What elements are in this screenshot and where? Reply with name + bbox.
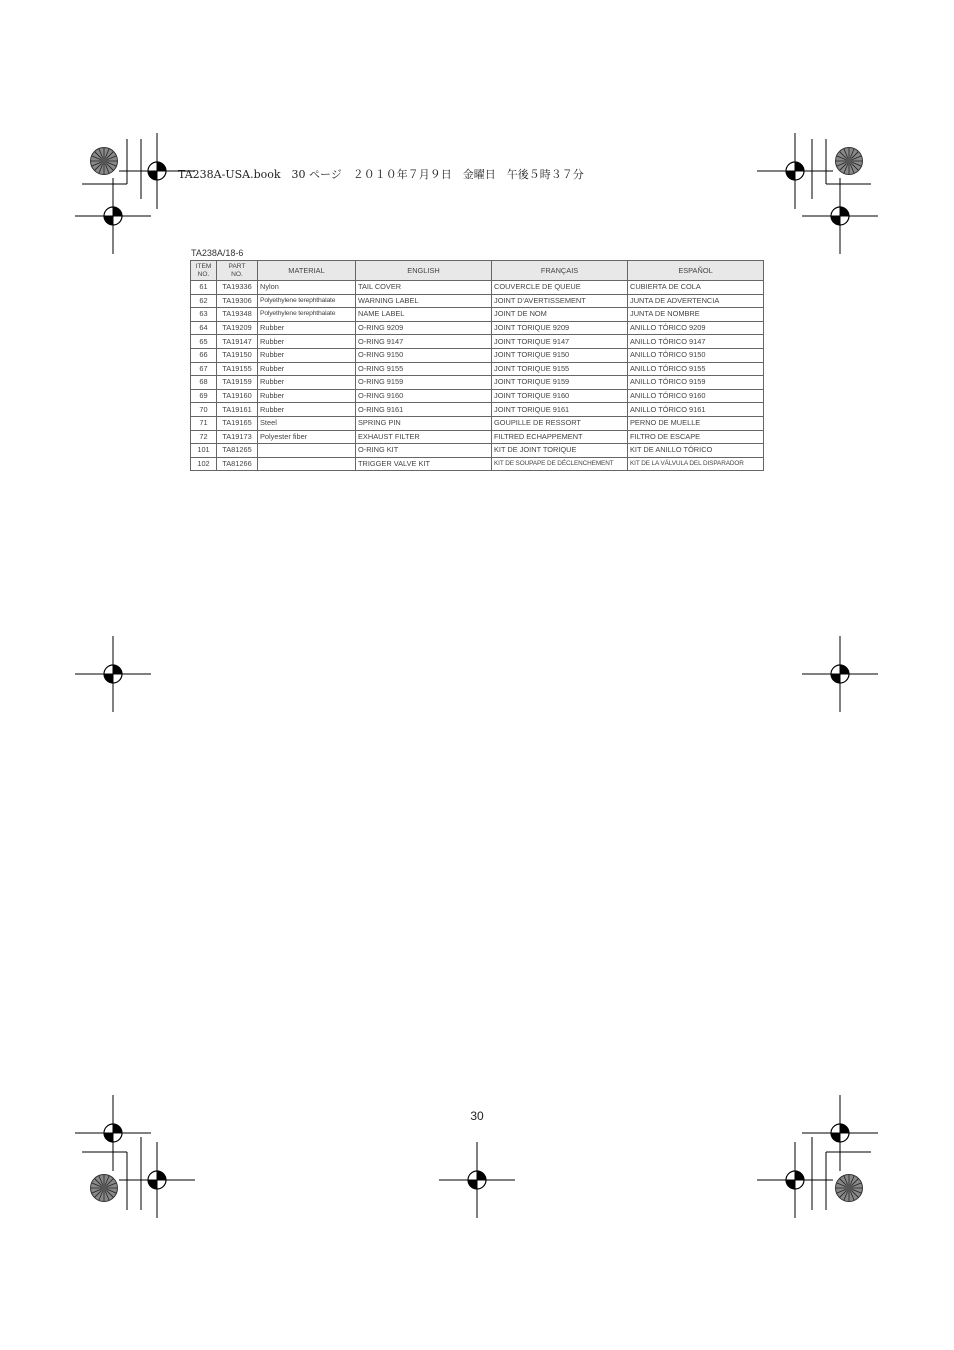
cell-espanol: FILTRO DE ESCAPE xyxy=(628,430,764,444)
registration-mark-icon xyxy=(75,1095,151,1171)
cell-material: Polyester fiber xyxy=(258,430,356,444)
cell-espanol: ANILLO TÓRICO 9147 xyxy=(628,335,764,349)
cell-francais: KIT DE JOINT TORIQUE xyxy=(492,444,628,458)
cell-material: Polyethylene terephthalate xyxy=(258,294,356,308)
cell-francais: JOINT TORIQUE 9159 xyxy=(492,376,628,390)
table-row xyxy=(191,403,764,417)
cell-francais: KIT DE SOUPAPE DE DÉCLENCHEMENT xyxy=(492,457,628,471)
table-row xyxy=(191,321,764,335)
cell-espanol: ANILLO TÓRICO 9209 xyxy=(628,321,764,335)
cell-item: 68 xyxy=(191,376,217,390)
registration-mark-icon xyxy=(75,178,151,254)
column-header-part-no: PART NO. xyxy=(217,261,258,281)
model-label: TA238A/18-6 xyxy=(191,248,244,258)
registration-mark-icon xyxy=(802,636,878,712)
table-row xyxy=(191,281,764,295)
table-row xyxy=(191,430,764,444)
cell-espanol: JUNTA DE ADVERTENCIA xyxy=(628,294,764,308)
cell-francais: JOINT TORIQUE 9209 xyxy=(492,321,628,335)
cell-part: TA19159 xyxy=(217,376,258,390)
registration-mark-icon xyxy=(439,1142,515,1218)
cell-item: 70 xyxy=(191,403,217,417)
cell-item: 63 xyxy=(191,308,217,322)
cell-item: 69 xyxy=(191,389,217,403)
table-row xyxy=(191,335,764,349)
column-header-english: ENGLISH xyxy=(356,261,492,281)
cell-item: 67 xyxy=(191,362,217,376)
color-target-icon xyxy=(836,148,863,175)
cell-part: TA19147 xyxy=(217,335,258,349)
cell-francais: JOINT D'AVERTISSEMENT xyxy=(492,294,628,308)
cell-part: TA19348 xyxy=(217,308,258,322)
table-row xyxy=(191,389,764,403)
registration-mark-icon xyxy=(757,133,833,209)
cell-part: TA81266 xyxy=(217,457,258,471)
color-target-icon xyxy=(91,148,118,175)
column-header-material: MATERIAL xyxy=(258,261,356,281)
cell-english: WARNING LABEL xyxy=(356,294,492,308)
cell-part: TA19165 xyxy=(217,416,258,430)
registration-mark-icon xyxy=(802,1095,878,1171)
cell-material xyxy=(258,444,356,458)
cell-item: 71 xyxy=(191,416,217,430)
cell-english: TAIL COVER xyxy=(356,281,492,295)
cell-part: TA19161 xyxy=(217,403,258,417)
table-row xyxy=(191,308,764,322)
parts-table xyxy=(190,260,764,471)
cell-item: 101 xyxy=(191,444,217,458)
table-row xyxy=(191,294,764,308)
cell-part: TA19155 xyxy=(217,362,258,376)
table-row xyxy=(191,457,764,471)
cell-espanol: ANILLO TÓRICO 9159 xyxy=(628,376,764,390)
cell-espanol: KIT DE LA VÁLVULA DEL DISPARADOR xyxy=(628,457,764,471)
cell-material: Polyethylene terephthalate xyxy=(258,308,356,322)
cell-espanol: ANILLO TÓRICO 9160 xyxy=(628,389,764,403)
cell-espanol: ANILLO TÓRICO 9155 xyxy=(628,362,764,376)
cell-francais: COUVERCLE DE QUEUE xyxy=(492,281,628,295)
table-row xyxy=(191,362,764,376)
cell-material xyxy=(258,457,356,471)
cell-item: 61 xyxy=(191,281,217,295)
cell-material: Steel xyxy=(258,416,356,430)
cell-english: O-RING 9209 xyxy=(356,321,492,335)
cell-espanol: PERNO DE MUELLE xyxy=(628,416,764,430)
cell-english: O-RING 9147 xyxy=(356,335,492,349)
table-row xyxy=(191,444,764,458)
cell-material: Rubber xyxy=(258,348,356,362)
cell-material: Rubber xyxy=(258,362,356,376)
cell-francais: JOINT TORIQUE 9155 xyxy=(492,362,628,376)
registration-mark-icon xyxy=(802,178,878,254)
cell-espanol: KIT DE ANILLO TÓRICO xyxy=(628,444,764,458)
cell-item: 64 xyxy=(191,321,217,335)
cell-material: Rubber xyxy=(258,335,356,349)
cell-item: 102 xyxy=(191,457,217,471)
cell-item: 66 xyxy=(191,348,217,362)
cell-francais: FILTRED ECHAPPEMENT xyxy=(492,430,628,444)
cell-part: TA19173 xyxy=(217,430,258,444)
table-row xyxy=(191,348,764,362)
cell-francais: JOINT TORIQUE 9160 xyxy=(492,389,628,403)
column-header-francais: FRANÇAIS xyxy=(492,261,628,281)
cell-material: Rubber xyxy=(258,389,356,403)
cell-material: Rubber xyxy=(258,321,356,335)
cell-english: NAME LABEL xyxy=(356,308,492,322)
registration-mark-icon xyxy=(75,636,151,712)
table-header-row xyxy=(191,261,764,281)
cell-francais: JOINT TORIQUE 9150 xyxy=(492,348,628,362)
table-row xyxy=(191,376,764,390)
cell-part: TA81265 xyxy=(217,444,258,458)
cell-english: EXHAUST FILTER xyxy=(356,430,492,444)
cell-english: O-RING 9161 xyxy=(356,403,492,417)
cell-english: SPRING PIN xyxy=(356,416,492,430)
cell-english: O-RING KIT xyxy=(356,444,492,458)
cell-material: Nylon xyxy=(258,281,356,295)
cell-material: Rubber xyxy=(258,403,356,417)
cell-espanol: ANILLO TÓRICO 9161 xyxy=(628,403,764,417)
cell-item: 65 xyxy=(191,335,217,349)
cell-espanol: ANILLO TÓRICO 9150 xyxy=(628,348,764,362)
cell-francais: JOINT TORIQUE 9147 xyxy=(492,335,628,349)
cell-item: 72 xyxy=(191,430,217,444)
cell-english: TRIGGER VALVE KIT xyxy=(356,457,492,471)
cell-english: O-RING 9150 xyxy=(356,348,492,362)
cell-francais: JOINT DE NOM xyxy=(492,308,628,322)
registration-mark-icon xyxy=(757,1142,833,1218)
cell-english: O-RING 9159 xyxy=(356,376,492,390)
cell-english: O-RING 9155 xyxy=(356,362,492,376)
table-row xyxy=(191,416,764,430)
registration-mark-icon xyxy=(119,1142,195,1218)
color-target-icon xyxy=(91,1175,118,1202)
color-target-icon xyxy=(836,1175,863,1202)
cell-part: TA19336 xyxy=(217,281,258,295)
cell-english: O-RING 9160 xyxy=(356,389,492,403)
cell-item: 62 xyxy=(191,294,217,308)
cell-part: TA19209 xyxy=(217,321,258,335)
page-number: 30 xyxy=(470,1109,484,1123)
cell-part: TA19306 xyxy=(217,294,258,308)
file-info-header: TA238A-USA.book 30 ページ ２０１０年７月９日 金曜日 午後５時３７分 xyxy=(178,168,584,181)
cell-part: TA19160 xyxy=(217,389,258,403)
cell-espanol: CUBIERTA DE COLA xyxy=(628,281,764,295)
cell-material: Rubber xyxy=(258,376,356,390)
column-header-item-no: ITEM NO. xyxy=(191,261,217,281)
cell-francais: GOUPILLE DE RESSORT xyxy=(492,416,628,430)
cell-part: TA19150 xyxy=(217,348,258,362)
column-header-espanol: ESPAÑOL xyxy=(628,261,764,281)
cell-francais: JOINT TORIQUE 9161 xyxy=(492,403,628,417)
cell-espanol: JUNTA DE NOMBRE xyxy=(628,308,764,322)
